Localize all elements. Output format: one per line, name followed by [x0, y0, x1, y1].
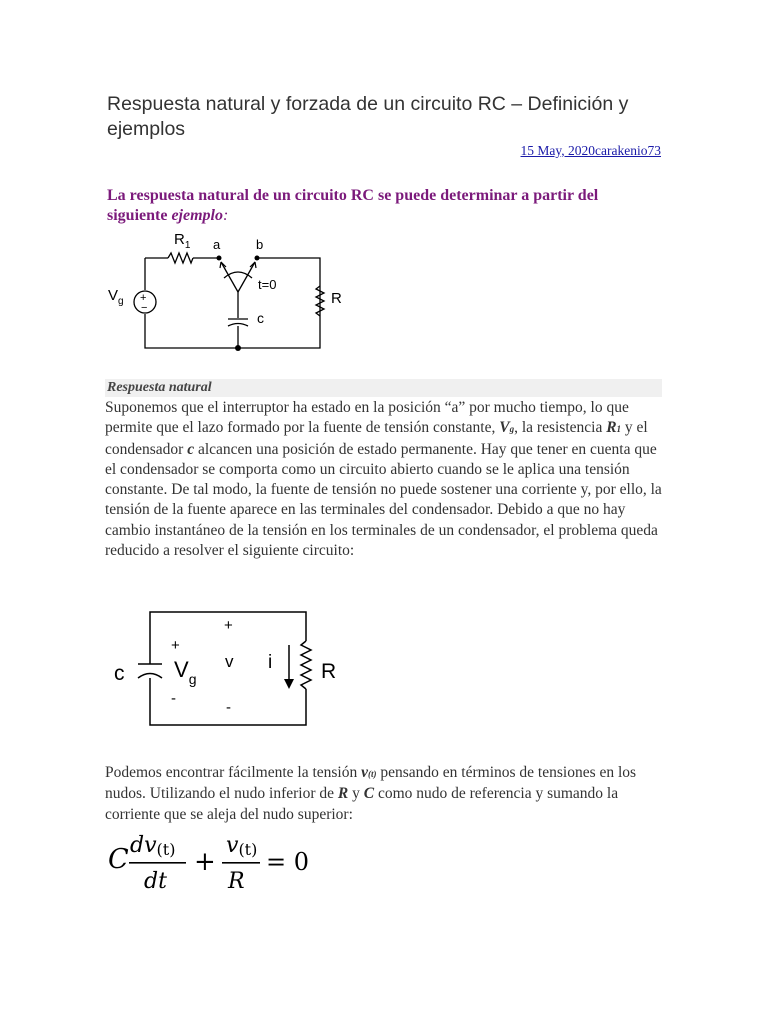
r1-label: $R_1$: [174, 231, 191, 251]
vg-symbol: Vg: [499, 419, 515, 437]
article-date[interactable]: 15 May, 2020: [520, 143, 596, 158]
r-label: R: [321, 660, 337, 683]
node-b-label: b: [256, 237, 264, 252]
lead-text: [107, 186, 647, 226]
eq-C: C: [108, 844, 129, 875]
minus-left: -: [171, 690, 176, 707]
lead-colon: :: [223, 207, 229, 224]
eq-dv: dv(t): [130, 833, 176, 859]
paragraph-2: Podemos encontrar fácilmente la tensión v(t) pensando en términos de tensiones en los nudos. Utilizando el nudo inferior de R y C como nudo de referencia y sumando la corriente que se aleja del nudo superior:: [105, 764, 637, 823]
eq-v: v(t): [226, 833, 258, 859]
eq-equals: = 0: [266, 848, 310, 876]
eq-fraction-bar-1: [129, 862, 186, 864]
i-label: i: [268, 652, 273, 673]
article-author[interactable]: carakenio73: [595, 143, 661, 158]
source-minus: −: [141, 302, 148, 314]
r1-symbol: R1: [606, 419, 622, 437]
source-label: $V_g$: [108, 287, 124, 307]
article-title: Respuesta natural y forzada de un circuito RC – Definición y ejemplos: [107, 93, 629, 140]
eq-plus: +: [194, 847, 216, 877]
lead-emph: ejemplo: [171, 207, 223, 224]
paragraph-1: Suponemos que el interruptor ha estado en la posición “a” por mucho tiempo, lo que permite que el lazo formado por la fuente de tensión constante, Vg, la resistencia R1 y el condensador c alcancen una posición de estado permanente. Hay que tener en cuenta que el condensador se comporta como un circuito abierto cuando se le aplica una tensión constante. De tal modo, la fuente de tensión no puede sostener una corriente y, por ello, la tensión de la fuente aparece en las terminales del condensador. Debido a que no hay cambio instantáneo de la tensión en los terminales de un condensador, el problema queda reducido a resolver el siguiente circuito:: [105, 399, 662, 560]
r-symbol: R: [337, 785, 349, 803]
eq-fraction-bar-2: [222, 862, 260, 864]
lead-main: La respuesta natural de un circuito RC se puede determinar a partir del siguiente: [107, 187, 599, 224]
eq-R: R: [228, 869, 245, 894]
plus-left: +: [171, 637, 180, 654]
article-byline[interactable]: [521, 143, 661, 159]
minus-mid: -: [226, 699, 231, 716]
eq-dt: dt: [144, 869, 167, 894]
node-a-label: a: [213, 237, 221, 252]
c-symbol: C: [363, 785, 375, 803]
v-symbol: v(t): [361, 764, 377, 781]
cap-symbol: c: [187, 440, 195, 458]
plus-mid: +: [224, 617, 233, 634]
cap-label: c: [257, 310, 264, 326]
circuit-diagram-reduced: [108, 605, 358, 735]
circuit-diagram-switch: [100, 226, 360, 358]
differential-equation: [108, 822, 348, 902]
resistor-label: R: [331, 290, 342, 307]
section-heading: Respuesta natural: [105, 379, 662, 397]
vg-label: $V_g$: [174, 657, 197, 687]
c-label: c: [114, 662, 125, 685]
source-plus: +: [140, 292, 147, 304]
v-label: v: [225, 652, 234, 671]
switch-label: t=0: [258, 277, 277, 292]
